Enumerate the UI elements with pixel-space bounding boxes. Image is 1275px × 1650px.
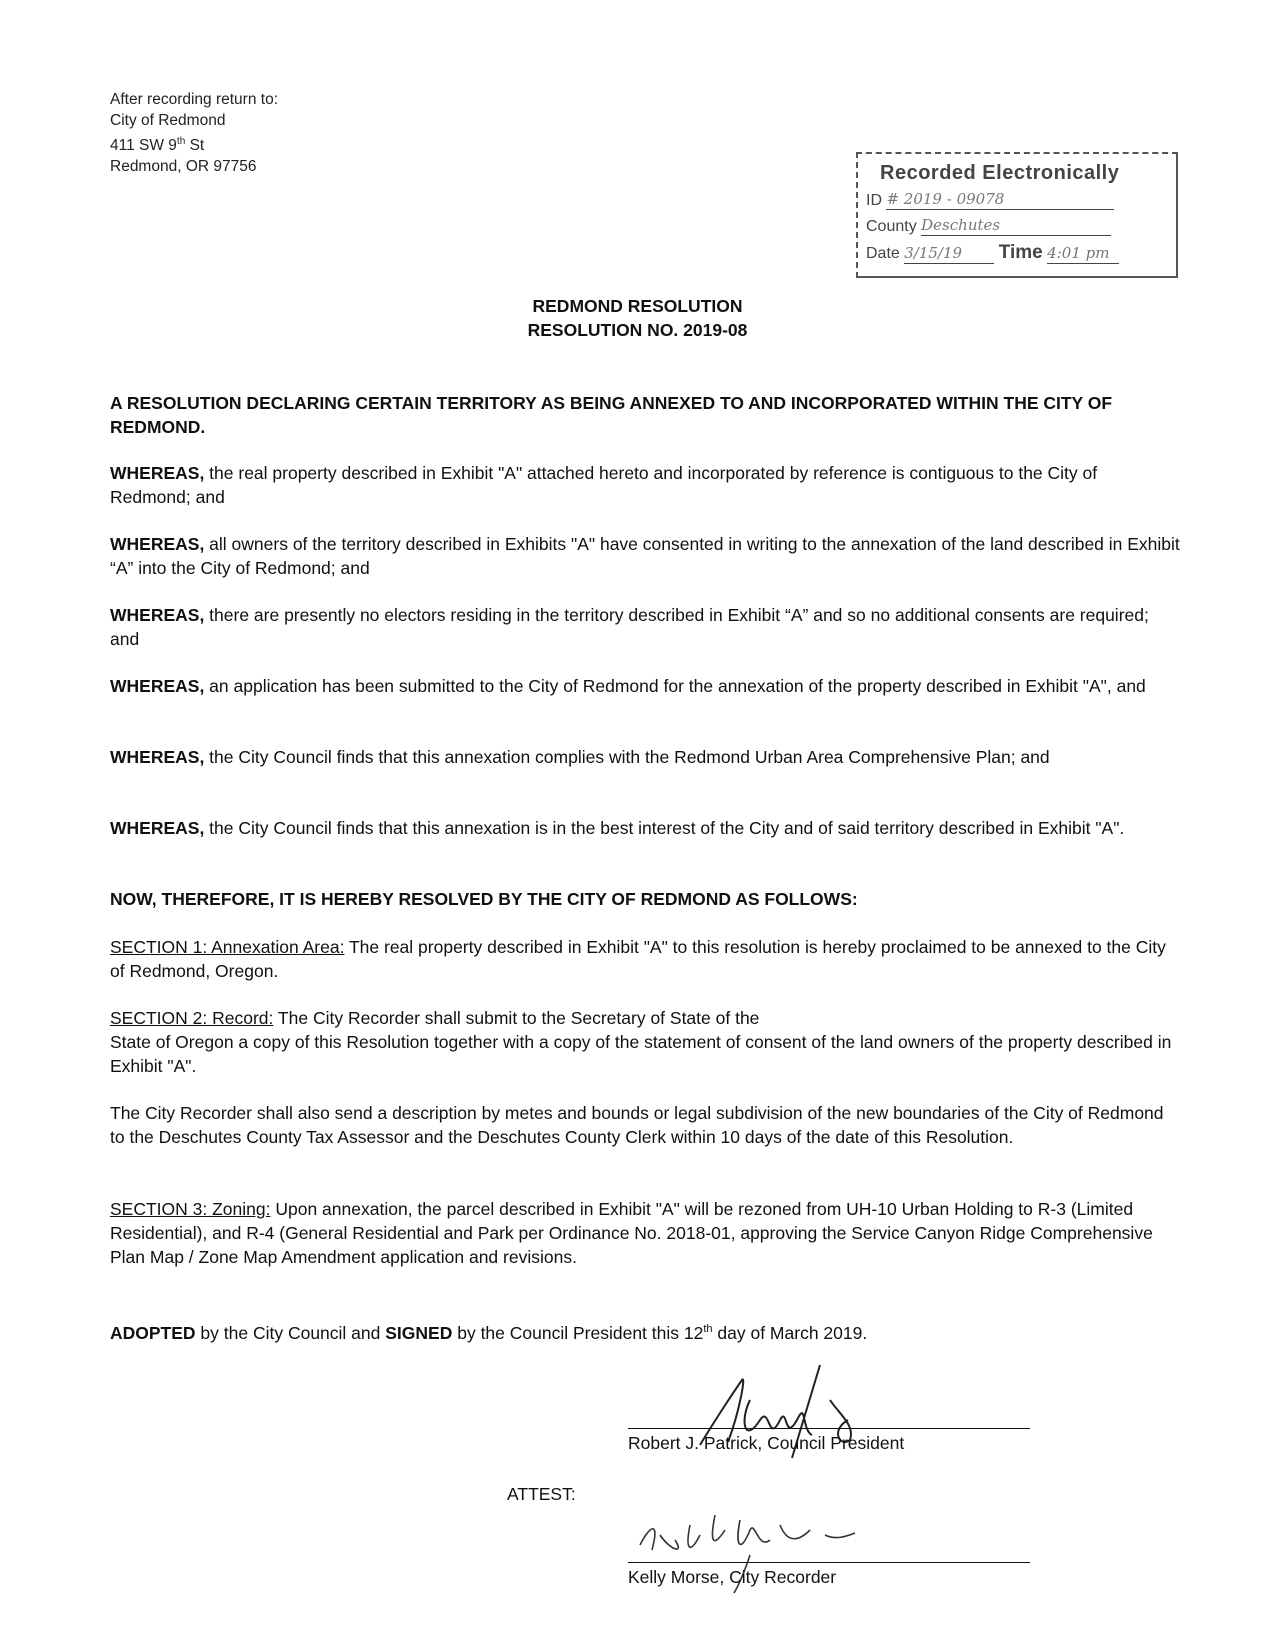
return-address-line: Redmond, OR 97756 [110, 158, 257, 176]
signed-word: SIGNED [385, 1322, 453, 1343]
return-address-line: After recording return to: [110, 91, 278, 108]
stamp-date-value: 3/15/19 [904, 244, 963, 262]
document-heading: REDMOND RESOLUTION [532, 296, 743, 316]
president-signature-line [628, 1428, 1030, 1429]
resolution-number: RESOLUTION NO. 2019-08 [527, 320, 748, 340]
adopted-word: ADOPTED [110, 1322, 196, 1343]
whereas-lead: WHEREAS, [110, 676, 205, 696]
whereas-clause [110, 674, 1180, 698]
adopted-text: day of March 2019. [712, 1322, 868, 1343]
stamp-county-value: Deschutes [921, 216, 1001, 234]
president-name: Robert J. Patrick, Council President [628, 1433, 905, 1453]
whereas-text: the City Council finds that this annexation complies with the Redmond Urban Area Comprehensive Plan; and [204, 747, 1050, 767]
section-1 [110, 935, 1180, 983]
whereas-clause [110, 461, 1180, 509]
whereas-text: all owners of the territory described in Exhibits "A" have consented in writing to the annexation of the land described in Exhibit “A” into the City of Redmond; and [110, 534, 1180, 578]
return-address-street: 411 SW 9 [110, 137, 177, 155]
section-1-label: SECTION 1: Annexation Area: [110, 937, 345, 957]
whereas-text: an application has been submitted to the City of Redmond for the annexation of the property described in Exhibit "A", and [204, 676, 1146, 696]
return-address-street-end: St [185, 137, 205, 155]
adopted-text: by the City Council and [195, 1322, 386, 1343]
adopted-day-suffix: th [703, 1323, 713, 1335]
stamp-time-value: 4:01 pm [1047, 244, 1110, 262]
attest-label: ATTEST: [507, 1484, 576, 1504]
resolution-title: A RESOLUTION DECLARING CERTAIN TERRITORY AS BEING ANNEXED TO AND INCORPORATED WITHIN THE CITY OF REDMOND. [110, 393, 1113, 437]
stamp-date-row [866, 242, 1119, 264]
section-3-label: SECTION 3: Zoning: [110, 1199, 271, 1219]
whereas-clause [110, 532, 1180, 580]
section-2-label: SECTION 2: Record: [110, 1008, 274, 1028]
stamp-county-row [866, 216, 1111, 236]
return-address-line: City of Redmond [110, 112, 226, 129]
recorder-name: Kelly Morse, City Recorder [628, 1567, 837, 1587]
whereas-lead: WHEREAS, [110, 463, 205, 483]
whereas-clause [110, 745, 1180, 769]
stamp-title: Recorded Electronically [880, 162, 1120, 184]
recording-stamp [856, 152, 1178, 278]
section-3-text: Upon annexation, the parcel described in Exhibit "A" will be rezoned from UH-10 Urban Holding to R-3 (Limited Residential), and R-4 (General Residential and Park per Ordinance No. 2018-01, approving the Service Canyon Ridge Comprehensive Plan Map / Zone Map Amendment application and revisions. [110, 1199, 1153, 1267]
section-1-text: The real property described in Exhibit "A" to this resolution is hereby proclaimed to be annexed to the City of Redmond, Oregon. [110, 937, 1166, 981]
whereas-clause [110, 816, 1180, 840]
whereas-text: the City Council finds that this annexation is in the best interest of the City and of said territory described in Exhibit "A". [204, 818, 1125, 838]
whereas-lead: WHEREAS, [110, 747, 205, 767]
whereas-lead: WHEREAS, [110, 818, 205, 838]
recorder-signature-line [628, 1562, 1030, 1563]
whereas-text: there are presently no electors residing in the territory described in Exhibit “A” and so no additional consents are required; and [110, 605, 1149, 649]
section-2-text: The City Recorder shall submit to the Secretary of State of the [273, 1008, 760, 1028]
return-address-line [110, 131, 278, 156]
stamp-id-value: # 2019 - 09078 [886, 190, 1005, 208]
whereas-lead: WHEREAS, [110, 534, 205, 554]
return-address-suffix: th [176, 136, 186, 147]
recorder-paragraph: The City Recorder shall also send a description by metes and bounds or legal subdivision of the new boundaries of the City of Redmond to the Deschutes County Tax Assessor and the Deschutes County Clerk within 10 days of the date of this Resolution. [110, 1103, 1164, 1147]
section-2-text-continued: State of Oregon a copy of this Resolution together with a copy of the statement of consent of the land owners of the property described in Exhibit "A". [110, 1032, 1172, 1076]
stamp-id-row [866, 190, 1114, 210]
section-2 [110, 1006, 1180, 1078]
return-address [110, 89, 278, 177]
whereas-lead: WHEREAS, [110, 605, 205, 625]
adopted-text: by the Council President this 12 [452, 1322, 704, 1343]
stamp-date-label: Date [866, 245, 900, 262]
whereas-clause [110, 603, 1180, 651]
adopted-statement [110, 1317, 1180, 1345]
stamp-county-label: County [866, 218, 917, 235]
resolved-clause: NOW, THEREFORE, IT IS HEREBY RESOLVED BY THE CITY OF REDMOND AS FOLLOWS: [110, 889, 858, 909]
section-3 [110, 1197, 1180, 1269]
stamp-id-label: ID [866, 192, 882, 209]
whereas-text: the real property described in Exhibit "A" attached hereto and incorporated by reference is contiguous to the City of Redmond; and [110, 463, 1098, 507]
stamp-time-label: Time [998, 242, 1043, 263]
